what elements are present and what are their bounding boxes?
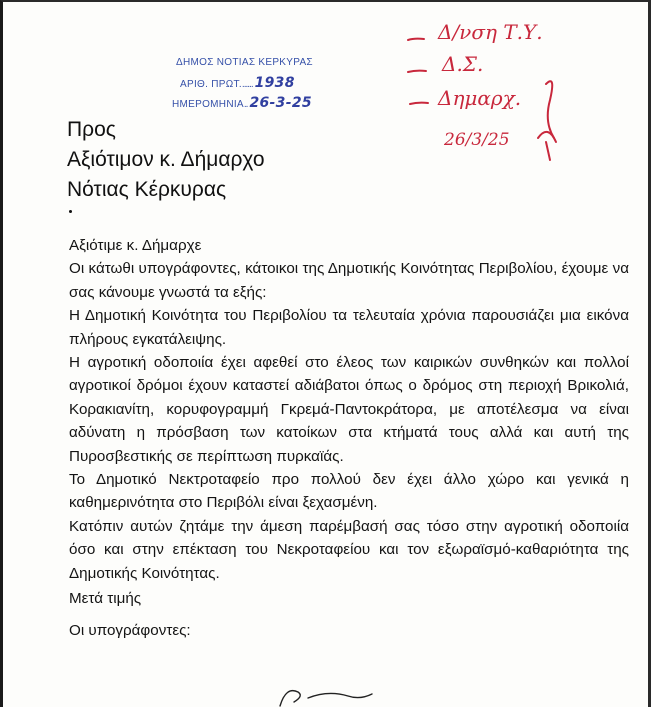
paragraph-5: Κατόπιν αυτών ζητάμε την άμεση παρέμβασή σας τόσο στην αγροτική οδοποιία όσο και στην επέκταση του Νεκροταφείου και τον εξωραϊσμό-καθαριότητα της Δημοτικής Κοινότητας.	[69, 517, 629, 582]
routing-line-3: Δημαρχ.	[438, 86, 522, 110]
stamp-date-value: 26-3-25	[249, 95, 312, 111]
closing: Μετά τιμής	[69, 590, 142, 608]
stray-dot	[69, 210, 72, 213]
routing-date: 26/3/25	[444, 130, 510, 150]
paragraph-2: Η Δημοτική Κοινότητα του Περιβολίου τα τελευταία χρόνια παρουσιάζει μια εικόνα πλήρους εγκατάλειψης.	[69, 307, 629, 348]
paragraph-1: Οι κάτωθι υπογράφοντες, κάτοικοι της Δημοτικής Κοινότητας Περιβολίου, έχουμε να σας κάνουμε γνωστά τα εξής:	[69, 260, 629, 301]
stamp-date-row: ΗΜΕΡΟΜΗΝΙΑ.. 26-3-25	[172, 95, 312, 111]
addressee-title: Αξιότιμον κ. Δήμαρχο	[67, 148, 265, 171]
routing-line-1: Δ/νση Τ.Υ.	[438, 20, 543, 44]
salutation: Αξιότιμε κ. Δήμαρχε	[69, 237, 202, 254]
stamp-protocol-label: ΑΡΙΘ. ΠΡΩΤ.	[180, 79, 242, 90]
stamp-date-label: ΗΜΕΡΟΜΗΝΙΑ	[172, 99, 244, 110]
stamp-protocol-row: ΑΡΙΘ. ΠΡΩΤ....... 1938	[180, 75, 295, 91]
signatories-label: Οι υπογράφοντες:	[69, 621, 191, 639]
paragraph-3: Η αγροτική οδοποιία έχει αφεθεί στο έλεος των καιρικών συνθηκών και πολλοί αγροτικοί δρόμοι έχουν καταστεί αδιάβατοι όπως ο δρόμος στη περιοχή Βρικολιά, Κορακιανίτη, κορυφογραμμή Γκρεμά-Παντοκράτορα, με αποτέλεσμα να είναι αδύνατη η πρόσβαση των κατοίκων στα κτήματά τους αλλά και αυτή της Πυροσβεστικής σε περίπτωση πυρκαϊάς.	[69, 354, 629, 465]
paragraph-4: Το Δημοτικό Νεκτροταφείο προ πολλού δεν έχει άλλο χώρο και γενικά η καθημερινότητα στο Περιβόλι είναι ξεχασμένη.	[69, 471, 629, 512]
addressee-place: Νότιας Κέρκυρας	[67, 178, 227, 201]
initial-flourish-upper	[546, 81, 554, 138]
initial-flourish-lower	[538, 132, 556, 160]
routing-line-2: Δ.Σ.	[442, 52, 484, 76]
letter-body	[69, 234, 629, 642]
addressee-to: Προς	[67, 118, 116, 141]
stamp-protocol-number: 1938	[254, 75, 295, 91]
signature-scribble	[268, 678, 378, 708]
routing-note	[398, 12, 648, 172]
stamp-municipality: ΔΗΜΟΣ ΝΟΤΙΑΣ ΚΕΡΚΥΡΑΣ	[176, 57, 313, 68]
